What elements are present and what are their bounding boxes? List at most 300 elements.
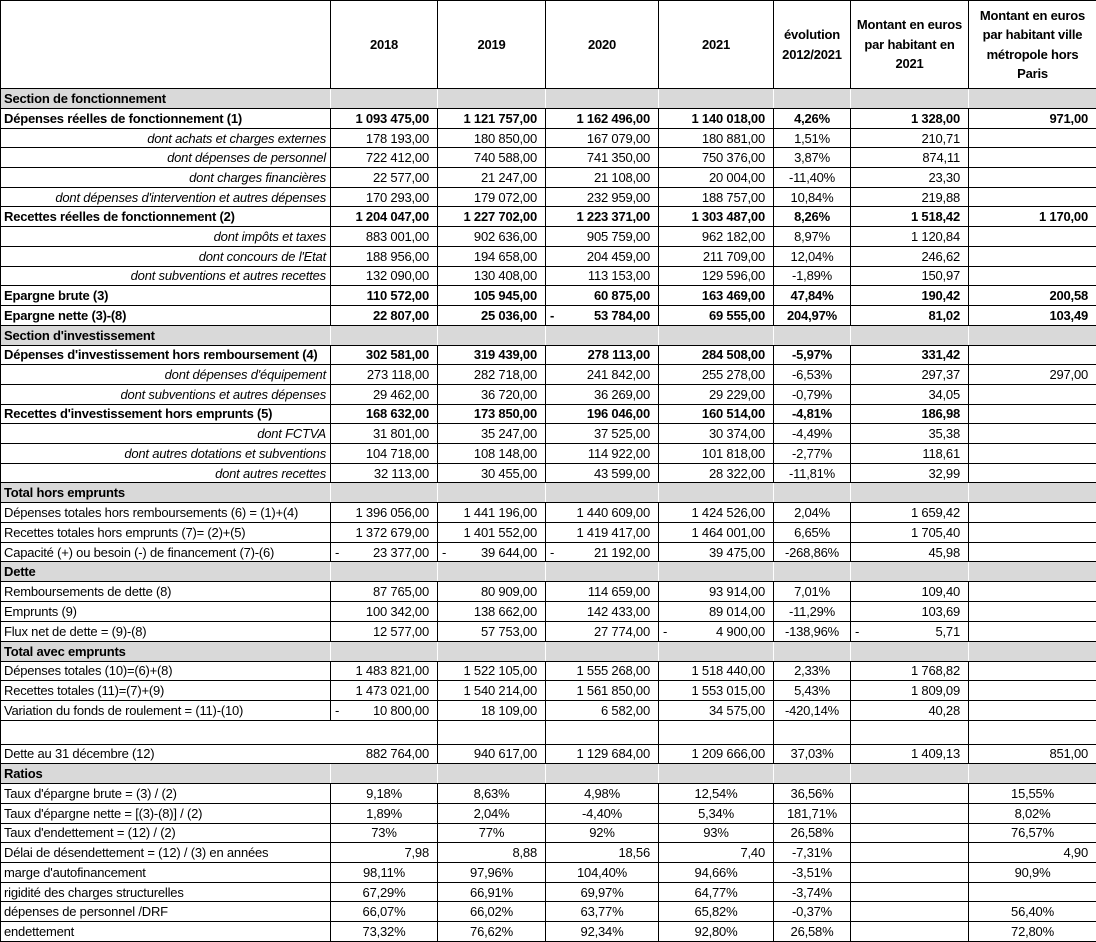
accounting-minus: - xyxy=(663,624,667,639)
cell xyxy=(969,148,1096,168)
cell: 22 807,00 xyxy=(331,305,438,325)
cell xyxy=(969,444,1096,464)
cell: 21 108,00 xyxy=(546,168,659,188)
cell: 284 508,00 xyxy=(659,345,774,365)
cell xyxy=(851,325,969,345)
cell: 21 247,00 xyxy=(438,168,546,188)
cell: -6,53% xyxy=(774,365,851,385)
cell: 962 182,00 xyxy=(659,227,774,247)
cell: 178 193,00 xyxy=(331,128,438,148)
section-row xyxy=(1,89,1096,109)
cell: 905 759,00 xyxy=(546,227,659,247)
cell: 282 718,00 xyxy=(438,365,546,385)
cell: 15,55% xyxy=(969,784,1096,804)
cell: 196 046,00 xyxy=(546,404,659,424)
cell: 56,40% xyxy=(969,902,1096,922)
cell: 6,65% xyxy=(774,523,851,543)
row-label: dont dépenses d'équipement xyxy=(1,365,331,385)
table-row xyxy=(1,843,1096,863)
cell: 168 632,00 xyxy=(331,404,438,424)
cell: 160 514,00 xyxy=(659,404,774,424)
row-label: Dépenses réelles de fonctionnement (1) xyxy=(1,109,331,129)
accounting-minus: - xyxy=(335,703,339,718)
header-row xyxy=(1,1,1096,89)
table-body xyxy=(1,89,1096,942)
cell xyxy=(969,542,1096,562)
cell: 2,04% xyxy=(774,503,851,523)
cell: 2,33% xyxy=(774,661,851,681)
cell: 1 223 371,00 xyxy=(546,207,659,227)
cell: 211 709,00 xyxy=(659,246,774,266)
cell xyxy=(331,641,438,661)
cell: 331,42 xyxy=(851,345,969,365)
cell: 180 850,00 xyxy=(438,128,546,148)
cell: 190,42 xyxy=(851,286,969,306)
row-label: dont impôts et taxes xyxy=(1,227,331,247)
cell: 114 659,00 xyxy=(546,582,659,602)
cell: 1 396 056,00 xyxy=(331,503,438,523)
cell: 8,63% xyxy=(438,784,546,804)
table-row xyxy=(1,803,1096,823)
table-row xyxy=(1,784,1096,804)
cell: 4,26% xyxy=(774,109,851,129)
cell: -3,74% xyxy=(774,882,851,902)
cell: 110 572,00 xyxy=(331,286,438,306)
cell: 1 209 666,00 xyxy=(659,744,774,764)
cell: 150,97 xyxy=(851,266,969,286)
cell: 104,40% xyxy=(546,863,659,883)
cell: -11,81% xyxy=(774,463,851,483)
cell: 18 109,00 xyxy=(438,700,546,720)
cell: 20 004,00 xyxy=(659,168,774,188)
table-row xyxy=(1,823,1096,843)
cell xyxy=(969,384,1096,404)
cell: 103,49 xyxy=(969,305,1096,325)
cell-value: 5,71 xyxy=(935,624,960,639)
cell: 72,80% xyxy=(969,922,1096,942)
cell xyxy=(331,562,438,582)
cell xyxy=(969,89,1096,109)
table-row xyxy=(1,128,1096,148)
cell xyxy=(659,89,774,109)
cell: 118,61 xyxy=(851,444,969,464)
cell xyxy=(438,483,546,503)
cell xyxy=(969,168,1096,188)
row-label: Variation du fonds de roulement = (11)-(10) xyxy=(1,700,331,720)
row-label: rigidité des charges structurelles xyxy=(1,882,331,902)
cell: 37,03% xyxy=(774,744,851,764)
cell-value: 10 800,00 xyxy=(373,703,429,718)
cell xyxy=(969,187,1096,207)
section-row xyxy=(1,325,1096,345)
cell: 34,05 xyxy=(851,384,969,404)
table-row xyxy=(1,902,1096,922)
cell xyxy=(438,542,546,562)
cell: 219,88 xyxy=(851,187,969,207)
cell xyxy=(546,305,659,325)
cell xyxy=(969,582,1096,602)
cell: -3,51% xyxy=(774,863,851,883)
cell xyxy=(969,602,1096,622)
cell: 1 140 018,00 xyxy=(659,109,774,129)
column-header: 2021 xyxy=(659,1,774,89)
cell: 129 596,00 xyxy=(659,266,774,286)
cell: 1 440 609,00 xyxy=(546,503,659,523)
cell: 246,62 xyxy=(851,246,969,266)
cell-value: 21 192,00 xyxy=(594,545,650,560)
row-label: Taux d'épargne nette = [(3)-(8)] / (2) xyxy=(1,803,331,823)
row-label: dont dépenses de personnel xyxy=(1,148,331,168)
cell: 7,01% xyxy=(774,582,851,602)
cell: 142 433,00 xyxy=(546,602,659,622)
row-label: dont subventions et autres dépenses xyxy=(1,384,331,404)
cell: -11,40% xyxy=(774,168,851,188)
cell: 232 959,00 xyxy=(546,187,659,207)
section-title: Total hors emprunts xyxy=(1,483,331,503)
cell: 9,18% xyxy=(331,784,438,804)
row-label: Dépenses totales hors remboursements (6) = (1)+(4) xyxy=(1,503,331,523)
cell: 163 469,00 xyxy=(659,286,774,306)
cell: 98,11% xyxy=(331,863,438,883)
section-title: Section d'investissement xyxy=(1,325,331,345)
section-title: Ratios xyxy=(1,764,331,784)
table-row xyxy=(1,621,1096,641)
cell: 138 662,00 xyxy=(438,602,546,622)
row-label: Recettes d'investissement hors emprunts (5) xyxy=(1,404,331,424)
cell: 8,97% xyxy=(774,227,851,247)
cell: 5,34% xyxy=(659,803,774,823)
cell: 103,69 xyxy=(851,602,969,622)
cell: 1 121 757,00 xyxy=(438,109,546,129)
row-label: dont charges financières xyxy=(1,168,331,188)
cell: 77% xyxy=(438,823,546,843)
cell xyxy=(969,720,1096,744)
cell: 69 555,00 xyxy=(659,305,774,325)
row-label: dont achats et charges externes xyxy=(1,128,331,148)
cell: 1 705,40 xyxy=(851,523,969,543)
row-label xyxy=(1,720,331,744)
cell: 76,62% xyxy=(438,922,546,942)
cell: 109,40 xyxy=(851,582,969,602)
column-header: 2019 xyxy=(438,1,546,89)
cell xyxy=(851,882,969,902)
row-label: dont subventions et autres recettes xyxy=(1,266,331,286)
cell: 194 658,00 xyxy=(438,246,546,266)
cell xyxy=(659,621,774,641)
cell: 740 588,00 xyxy=(438,148,546,168)
section-title: Section de fonctionnement xyxy=(1,89,331,109)
section-row xyxy=(1,641,1096,661)
cell: 73% xyxy=(331,823,438,843)
cell: 90,9% xyxy=(969,863,1096,883)
cell xyxy=(851,720,969,744)
cell xyxy=(774,325,851,345)
row-label: Dépenses d'investissement hors remboursement (4) xyxy=(1,345,331,365)
column-header: Montant en euros par habitant en 2021 xyxy=(851,1,969,89)
cell xyxy=(851,843,969,863)
cell: 73,32% xyxy=(331,922,438,942)
cell: 1 303 487,00 xyxy=(659,207,774,227)
cell xyxy=(969,345,1096,365)
column-header: Montant en euros par habitant ville métropole hors Paris xyxy=(969,1,1096,89)
table-row xyxy=(1,463,1096,483)
cell: 37 525,00 xyxy=(546,424,659,444)
cell: -1,89% xyxy=(774,266,851,286)
cell xyxy=(969,700,1096,720)
cell xyxy=(851,641,969,661)
cell: 32,99 xyxy=(851,463,969,483)
table-row xyxy=(1,207,1096,227)
cell xyxy=(331,89,438,109)
cell xyxy=(331,542,438,562)
table-row xyxy=(1,542,1096,562)
cell: 1 553 015,00 xyxy=(659,681,774,701)
table-row xyxy=(1,661,1096,681)
table-row xyxy=(1,384,1096,404)
cell: 113 153,00 xyxy=(546,266,659,286)
row-label: dont autres recettes xyxy=(1,463,331,483)
cell: 60 875,00 xyxy=(546,286,659,306)
cell: 36,56% xyxy=(774,784,851,804)
cell: 297,37 xyxy=(851,365,969,385)
cell: 3,87% xyxy=(774,148,851,168)
table-row xyxy=(1,109,1096,129)
cell: 30 455,00 xyxy=(438,463,546,483)
row-label: Taux d'endettement = (12) / (2) xyxy=(1,823,331,843)
cell-value: 23 377,00 xyxy=(373,545,429,560)
cell xyxy=(774,483,851,503)
cell: -7,31% xyxy=(774,843,851,863)
cell xyxy=(438,89,546,109)
cell xyxy=(851,621,969,641)
row-label: Epargne nette (3)-(8) xyxy=(1,305,331,325)
cell: 173 850,00 xyxy=(438,404,546,424)
table-row xyxy=(1,602,1096,622)
cell: 36 720,00 xyxy=(438,384,546,404)
table-row xyxy=(1,582,1096,602)
row-label: dont concours de l'Etat xyxy=(1,246,331,266)
row-label: marge d'autofinancement xyxy=(1,863,331,883)
section-row xyxy=(1,483,1096,503)
cell: 12 577,00 xyxy=(331,621,438,641)
cell: 12,54% xyxy=(659,784,774,804)
cell xyxy=(659,325,774,345)
row-label: Capacité (+) ou besoin (-) de financement (7)-(6) xyxy=(1,542,331,562)
table-row xyxy=(1,246,1096,266)
cell xyxy=(659,562,774,582)
cell: 66,07% xyxy=(331,902,438,922)
cell: 23,30 xyxy=(851,168,969,188)
cell: 7,40 xyxy=(659,843,774,863)
cell: -0,37% xyxy=(774,902,851,922)
cell: 40,28 xyxy=(851,700,969,720)
cell xyxy=(546,483,659,503)
cell xyxy=(546,89,659,109)
cell: 26,58% xyxy=(774,823,851,843)
cell: 1,51% xyxy=(774,128,851,148)
row-label: dépenses de personnel /DRF xyxy=(1,902,331,922)
cell: 26,58% xyxy=(774,922,851,942)
accounting-minus: - xyxy=(550,545,554,560)
cell: 6 582,00 xyxy=(546,700,659,720)
cell xyxy=(774,720,851,744)
cell xyxy=(969,266,1096,286)
cell: 92,34% xyxy=(546,922,659,942)
row-label: Epargne brute (3) xyxy=(1,286,331,306)
table-row xyxy=(1,882,1096,902)
cell: 1 409,13 xyxy=(851,744,969,764)
cell xyxy=(659,764,774,784)
cell: 1 473 021,00 xyxy=(331,681,438,701)
cell: 29 229,00 xyxy=(659,384,774,404)
cell xyxy=(969,227,1096,247)
cell: 35,38 xyxy=(851,424,969,444)
row-label: dont dépenses d'intervention et autres dépenses xyxy=(1,187,331,207)
cell: 1 809,09 xyxy=(851,681,969,701)
cell xyxy=(546,720,659,744)
row-label: Recettes réelles de fonctionnement (2) xyxy=(1,207,331,227)
table-row xyxy=(1,286,1096,306)
cell: 188 956,00 xyxy=(331,246,438,266)
cell: -4,40% xyxy=(546,803,659,823)
cell: 29 462,00 xyxy=(331,384,438,404)
row-label: Dépenses totales (10)=(6)+(8) xyxy=(1,661,331,681)
cell xyxy=(969,128,1096,148)
cell xyxy=(331,764,438,784)
table-row xyxy=(1,266,1096,286)
cell: 180 881,00 xyxy=(659,128,774,148)
cell: 63,77% xyxy=(546,902,659,922)
cell: 1 768,82 xyxy=(851,661,969,681)
cell: 170 293,00 xyxy=(331,187,438,207)
cell: 181,71% xyxy=(774,803,851,823)
cell xyxy=(774,641,851,661)
cell: 179 072,00 xyxy=(438,187,546,207)
cell xyxy=(546,641,659,661)
cell: 47,84% xyxy=(774,286,851,306)
cell: 2,04% xyxy=(438,803,546,823)
cell xyxy=(969,246,1096,266)
cell: 27 774,00 xyxy=(546,621,659,641)
cell: 87 765,00 xyxy=(331,582,438,602)
cell: 297,00 xyxy=(969,365,1096,385)
table-row xyxy=(1,700,1096,720)
cell xyxy=(438,562,546,582)
cell: 902 636,00 xyxy=(438,227,546,247)
cell xyxy=(546,764,659,784)
cell: 22 577,00 xyxy=(331,168,438,188)
cell: 25 036,00 xyxy=(438,305,546,325)
cell: 8,02% xyxy=(969,803,1096,823)
cell: 204 459,00 xyxy=(546,246,659,266)
cell xyxy=(659,641,774,661)
section-title: Dette xyxy=(1,562,331,582)
cell xyxy=(438,641,546,661)
cell: 1 419 417,00 xyxy=(546,523,659,543)
cell: 1 372 679,00 xyxy=(331,523,438,543)
cell: 92% xyxy=(546,823,659,843)
cell: -4,49% xyxy=(774,424,851,444)
row-label: endettement xyxy=(1,922,331,942)
cell: 200,58 xyxy=(969,286,1096,306)
cell: 851,00 xyxy=(969,744,1096,764)
cell: 101 818,00 xyxy=(659,444,774,464)
table-row xyxy=(1,148,1096,168)
cell xyxy=(851,764,969,784)
table-row xyxy=(1,187,1096,207)
cell: 8,26% xyxy=(774,207,851,227)
cell xyxy=(969,424,1096,444)
table-row xyxy=(1,227,1096,247)
cell: 66,02% xyxy=(438,902,546,922)
cell xyxy=(774,764,851,784)
cell: 1 328,00 xyxy=(851,109,969,129)
cell: 1 129 684,00 xyxy=(546,744,659,764)
cell: 32 113,00 xyxy=(331,463,438,483)
cell: 34 575,00 xyxy=(659,700,774,720)
table-row xyxy=(1,681,1096,701)
cell: 97,96% xyxy=(438,863,546,883)
accounting-minus: - xyxy=(550,308,554,323)
cell xyxy=(969,404,1096,424)
cell: 302 581,00 xyxy=(331,345,438,365)
cell: 1 227 702,00 xyxy=(438,207,546,227)
table-row xyxy=(1,305,1096,325)
accounting-minus: - xyxy=(855,624,859,639)
accounting-minus: - xyxy=(335,545,339,560)
cell: 971,00 xyxy=(969,109,1096,129)
cell: 1 162 496,00 xyxy=(546,109,659,129)
table-row xyxy=(1,863,1096,883)
cell-value: 53 784,00 xyxy=(594,308,650,323)
cell: -420,14% xyxy=(774,700,851,720)
cell: 8,88 xyxy=(438,843,546,863)
cell: 210,71 xyxy=(851,128,969,148)
row-label: Taux d'épargne brute = (3) / (2) xyxy=(1,784,331,804)
row-label-column-header xyxy=(1,1,331,89)
row-label: Dette au 31 décembre (12) xyxy=(1,744,331,764)
cell: 80 909,00 xyxy=(438,582,546,602)
cell xyxy=(969,463,1096,483)
cell: 204,97% xyxy=(774,305,851,325)
cell xyxy=(331,720,438,744)
cell: 18,56 xyxy=(546,843,659,863)
cell: 43 599,00 xyxy=(546,463,659,483)
cell: 45,98 xyxy=(851,542,969,562)
cell: 750 376,00 xyxy=(659,148,774,168)
cell: 319 439,00 xyxy=(438,345,546,365)
cell xyxy=(851,922,969,942)
table-row xyxy=(1,744,1096,764)
cell-value: 39 644,00 xyxy=(481,545,537,560)
cell xyxy=(438,325,546,345)
cell: 241 842,00 xyxy=(546,365,659,385)
cell: 186,98 xyxy=(851,404,969,424)
table-row xyxy=(1,922,1096,942)
cell xyxy=(659,720,774,744)
cell: 66,91% xyxy=(438,882,546,902)
cell: 1 424 526,00 xyxy=(659,503,774,523)
cell xyxy=(969,641,1096,661)
table-row xyxy=(1,503,1096,523)
cell xyxy=(969,562,1096,582)
table-row xyxy=(1,168,1096,188)
cell xyxy=(969,681,1096,701)
cell xyxy=(851,483,969,503)
cell xyxy=(438,764,546,784)
cell: 1 204 047,00 xyxy=(331,207,438,227)
table-row xyxy=(1,345,1096,365)
